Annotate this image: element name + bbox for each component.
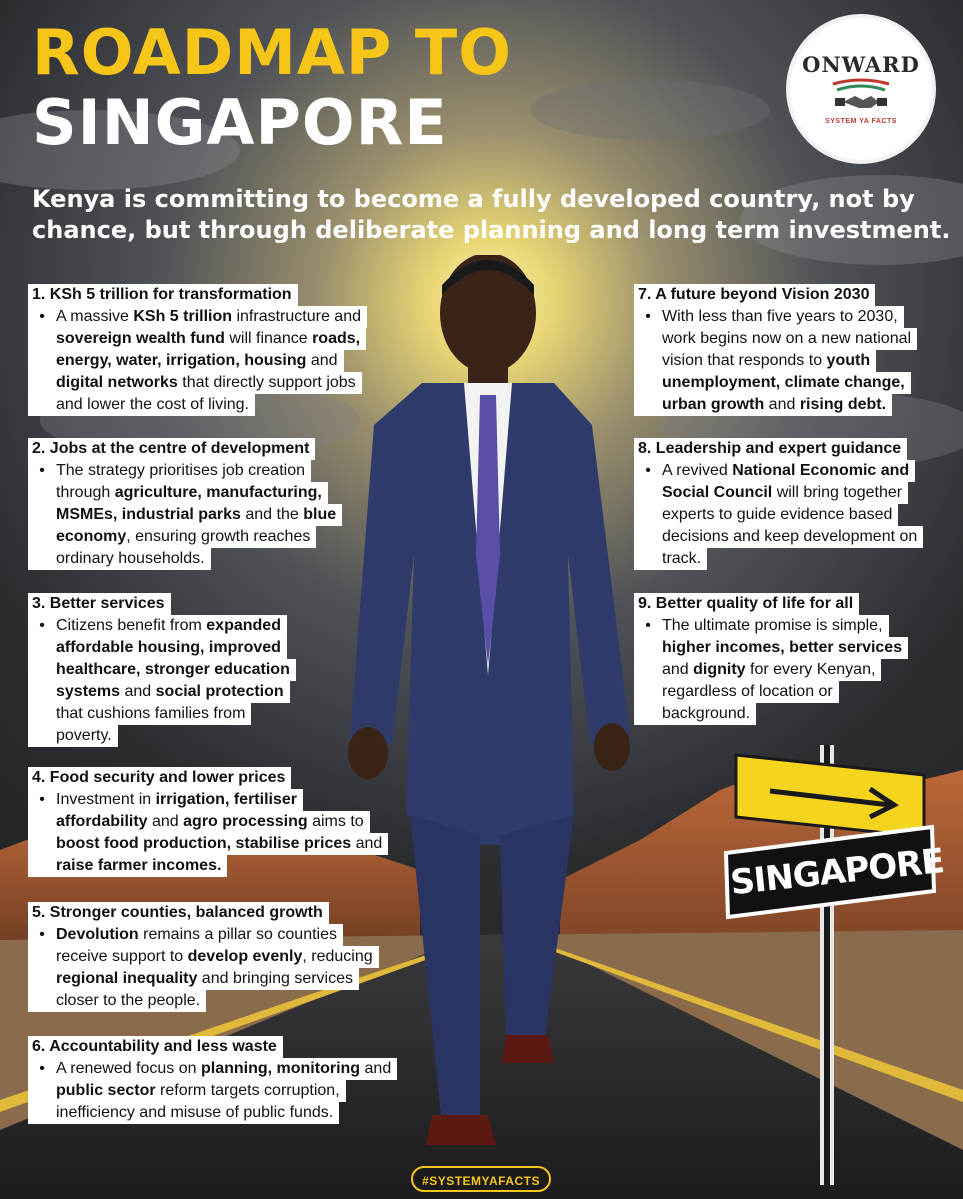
bullet-icon: • xyxy=(39,308,45,325)
bold-text: boost food production, stabilise prices xyxy=(56,835,352,852)
item-body xyxy=(28,615,296,747)
text: and lower the cost of living. xyxy=(56,396,249,413)
bold-text: unemployment, climate change, xyxy=(662,374,905,391)
hashtag-badge: #SYSTEMYAFACTS xyxy=(411,1166,551,1192)
item-line xyxy=(28,1102,339,1124)
item-line xyxy=(28,924,343,946)
text: and xyxy=(764,396,800,413)
badge-word: ONWARD xyxy=(802,52,920,77)
bullet-icon: • xyxy=(645,617,651,634)
item-line xyxy=(28,548,211,570)
bold-text: regional inequality xyxy=(56,970,198,987)
item-line xyxy=(28,372,362,394)
item-line xyxy=(634,372,911,394)
text: and the xyxy=(240,506,304,523)
text: aims to xyxy=(307,813,364,830)
text: A renewed focus on xyxy=(56,1060,201,1077)
text: Citizens benefit from xyxy=(56,617,207,634)
text: remains a pillar so counties xyxy=(138,926,337,943)
bullet-icon: • xyxy=(39,926,45,943)
bold-text: sovereign wealth fund xyxy=(56,330,225,347)
item-body xyxy=(28,460,342,570)
item-heading: 9. Better quality of life for all xyxy=(634,593,859,615)
text: , ensuring growth reaches xyxy=(126,528,311,545)
text: will finance xyxy=(224,330,313,347)
text: The ultimate promise is simple, xyxy=(662,617,883,634)
text: reform targets corruption, xyxy=(155,1082,340,1099)
item-line xyxy=(28,789,303,811)
bold-text: digital networks xyxy=(56,374,178,391)
item-line xyxy=(634,328,917,350)
bold-text: agro processing xyxy=(183,813,308,830)
bold-text: urban growth xyxy=(662,396,765,413)
bold-text: MSMEs, industrial parks xyxy=(56,506,241,523)
item-line xyxy=(28,482,328,504)
bold-text: National Economic and xyxy=(732,462,910,479)
bold-text: develop evenly xyxy=(187,948,303,965)
handshake-icon xyxy=(829,76,893,116)
item-line xyxy=(28,659,296,681)
bullet-icon: • xyxy=(645,308,651,325)
bold-text: higher incomes, better services xyxy=(662,639,903,656)
item-line xyxy=(28,1080,346,1102)
item-3 xyxy=(28,593,296,747)
subtitle: Kenya is committing to become a fully developed country, not by chance, but through deliberate planning and long term investment. xyxy=(32,185,951,244)
item-line xyxy=(28,1058,397,1080)
item-7 xyxy=(634,284,917,416)
text: and xyxy=(147,813,184,830)
text: and xyxy=(306,352,338,369)
bold-text: planning, monitoring xyxy=(200,1060,361,1077)
item-2 xyxy=(28,438,342,570)
bullet-icon: • xyxy=(39,1060,45,1077)
bullet-icon: • xyxy=(645,462,651,479)
text: The strategy prioritises job creation xyxy=(56,462,305,479)
text: experts to guide evidence based xyxy=(662,506,893,523)
item-line xyxy=(28,703,251,725)
item-line xyxy=(28,350,344,372)
text: that cushions families from xyxy=(56,705,246,722)
text: background. xyxy=(662,705,751,722)
text: and xyxy=(662,661,694,678)
text: receive support to xyxy=(56,948,188,965)
bold-text: affordable housing, improved xyxy=(56,639,281,656)
bold-text: affordability xyxy=(56,813,148,830)
text: , reducing xyxy=(302,948,373,965)
text: A revived xyxy=(662,462,733,479)
bold-text: energy, water, irrigation, housing xyxy=(56,352,307,369)
text: through xyxy=(56,484,115,501)
bold-text: dignity xyxy=(693,661,746,678)
item-heading: 2. Jobs at the centre of development xyxy=(28,438,315,460)
text: With less than five years to 2030, xyxy=(662,308,898,325)
item-line xyxy=(28,725,118,747)
item-line xyxy=(28,811,370,833)
item-heading: 4. Food security and lower prices xyxy=(28,767,291,789)
item-line xyxy=(28,615,287,637)
item-line xyxy=(28,328,366,350)
bold-text: systems xyxy=(56,683,121,700)
bold-text: Devolution xyxy=(56,926,139,943)
item-line xyxy=(28,990,206,1012)
bold-text: agriculture, manufacturing, xyxy=(114,484,322,501)
item-8 xyxy=(634,438,923,570)
bold-text: raise farmer incomes. xyxy=(56,857,222,874)
item-line xyxy=(634,703,756,725)
item-line xyxy=(634,615,889,637)
item-line xyxy=(28,504,342,526)
item-body xyxy=(28,789,388,877)
bold-text: public sector xyxy=(56,1082,156,1099)
item-heading: 5. Stronger counties, balanced growth xyxy=(28,902,329,924)
text: and bringing services xyxy=(197,970,353,987)
item-line xyxy=(634,659,881,681)
bold-text: Social Council xyxy=(662,484,773,501)
text: and xyxy=(351,835,383,852)
item-line xyxy=(28,637,287,659)
item-line xyxy=(634,394,892,416)
item-1 xyxy=(28,284,367,416)
item-line xyxy=(634,526,923,548)
bold-text: irrigation, fertiliser xyxy=(155,791,297,808)
item-5 xyxy=(28,902,379,1012)
text: work begins now on a new national xyxy=(662,330,912,347)
item-heading: 3. Better services xyxy=(28,593,171,615)
text: that directly support jobs xyxy=(177,374,356,391)
item-line xyxy=(634,350,876,372)
item-line xyxy=(28,681,290,703)
item-line xyxy=(28,306,367,328)
text: track. xyxy=(662,550,702,567)
text: and xyxy=(360,1060,392,1077)
item-line xyxy=(28,946,379,968)
item-body xyxy=(28,306,367,416)
signpost-label: SINGAPORE xyxy=(728,841,946,904)
text: A massive xyxy=(56,308,134,325)
item-line xyxy=(28,833,388,855)
item-line xyxy=(28,855,227,877)
item-heading: 8. Leadership and expert guidance xyxy=(634,438,907,460)
bold-text: rising debt. xyxy=(799,396,887,413)
item-body xyxy=(634,306,917,416)
bold-text: economy xyxy=(56,528,127,545)
item-body xyxy=(634,460,923,570)
item-line xyxy=(634,306,904,328)
item-6 xyxy=(28,1036,397,1124)
item-body xyxy=(28,924,379,1012)
text: infrastructure and xyxy=(232,308,361,325)
bullet-icon: • xyxy=(39,791,45,808)
text: ordinary households. xyxy=(56,550,205,567)
bold-text: youth xyxy=(826,352,871,369)
title-line-1: ROADMAP TO xyxy=(32,16,512,89)
bold-text: social protection xyxy=(155,683,284,700)
text: Investment in xyxy=(56,791,156,808)
item-line xyxy=(28,394,255,416)
text: inefficiency and misuse of public funds. xyxy=(56,1104,334,1121)
item-line xyxy=(634,548,707,570)
signpost-illustration xyxy=(720,745,950,1185)
onward-badge xyxy=(790,18,932,160)
item-line xyxy=(634,482,908,504)
text: closer to the people. xyxy=(56,992,201,1009)
text: regardless of location or xyxy=(662,683,833,700)
badge-sub: SYSTEM YA FACTS xyxy=(825,118,897,125)
bold-text: roads, xyxy=(312,330,361,347)
bullet-icon: • xyxy=(39,462,45,479)
text: will bring together xyxy=(772,484,903,501)
item-line xyxy=(634,681,839,703)
item-body xyxy=(28,1058,397,1124)
item-heading: 7. A future beyond Vision 2030 xyxy=(634,284,875,306)
item-line xyxy=(634,460,915,482)
text: and xyxy=(120,683,156,700)
text: vision that responds to xyxy=(662,352,827,369)
text: poverty. xyxy=(56,727,112,744)
person-walking-illustration xyxy=(330,255,650,1155)
item-line xyxy=(634,504,898,526)
item-line xyxy=(28,526,316,548)
item-line xyxy=(28,968,359,990)
text: for every Kenyan, xyxy=(745,661,876,678)
text: decisions and keep development on xyxy=(662,528,918,545)
item-4 xyxy=(28,767,388,877)
item-9 xyxy=(634,593,908,725)
item-heading: 1. KSh 5 trillion for transformation xyxy=(28,284,298,306)
item-line xyxy=(28,460,311,482)
bold-text: expanded xyxy=(206,617,281,634)
item-body xyxy=(634,615,908,725)
bold-text: KSh 5 trillion xyxy=(133,308,233,325)
bullet-icon: • xyxy=(39,617,45,634)
bold-text: blue xyxy=(303,506,337,523)
item-heading: 6. Accountability and less waste xyxy=(28,1036,283,1058)
bold-text: healthcare, stronger education xyxy=(56,661,290,678)
title-line-2: SINGAPORE xyxy=(32,86,448,159)
item-line xyxy=(634,637,908,659)
